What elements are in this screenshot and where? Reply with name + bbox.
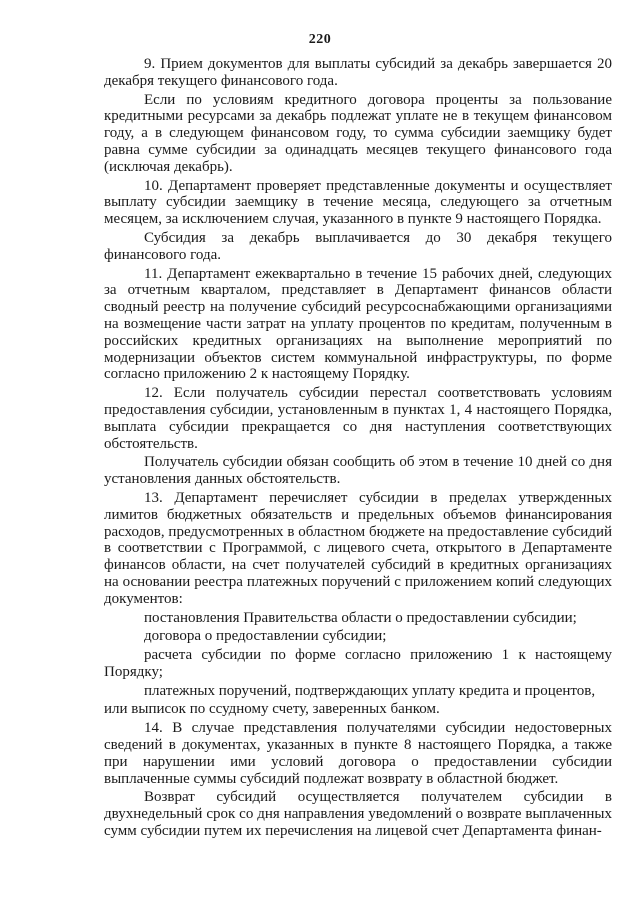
paragraph-notification: Получатель субсидии обязан сообщить об этом в течение 10 дней со дня установления данных обстоятельств. [104,454,612,488]
paragraph-interest-payment: Если по условиям кредитного договора проценты за пользование кредитными ресурсами за декабрь подлежат уплате не в текущем финансовом году, а в следующем финансовом году, то сумма субсидии заемщику будет равна сумме субсидии за одинадцать месяцев текущего финансового года (исключая декабрь). [104,91,612,175]
paragraph-item-9: 9. Прием документов для выплаты субсидий за декабрь завершается 20 декабря текущего финансового года. [104,56,612,89]
page-number: 220 [308,32,332,47]
paragraph-december-payment: Субсидия за декабрь выплачивается до 30 декабря текущего финансового года. [104,229,612,263]
list-item-bank-statements: или выписок по ссудному счету, заверенных банком. [104,701,440,718]
paragraph-item-11: 11. Департамент ежеквартально в течение 15 рабочих дней, следующих за отчетным кварталом, представляет в Департамент финансов области сводный реестр на получение субсидий ресурсоснабжающими организациями на возмещение части затрат на уплату процентов по кредитам, полученным в российских кредитных организациях на выполнение мероприятий по модернизации объектов систем коммунальной инфраструктуры, по форме согласно приложению 2 к настоящему Порядку. [104,265,612,383]
document-body [104,56,612,842]
list-item-resolution: постановления Правительства области о предоставлении субсидии; [144,609,577,626]
list-item-agreement: договора о предоставлении субсидии; [144,628,387,645]
list-item-calculation: расчета субсидии по форме согласно приложению 1 к настоящему Порядку; [104,647,612,680]
list-item-payment-orders: платежных поручений, подтверждающих уплату кредита и процентов, [144,682,596,699]
paragraph-item-13: 13. Департамент перечисляет субсидии в пределах утвержденных лимитов бюджетных обязательств и предельных объемов финансирования расходов, предусмотренных в областном бюджете на предоставление субсидий в соответствии с Программой, с лицевого счета, открытого в Департаменте финансов области, на счет получателей субсидий в кредитных организациях на основании реестра платежных поручений с приложением копий следующих документов: [104,489,612,607]
paragraph-item-10: 10. Департамент проверяет представленные документы и осуществляет выплату субсидии заемщику в течение месяца, следующего за отчетным месяцем, за исключением случая, указанного в пункте 9 настоящего Порядка. [104,177,612,228]
paragraph-refund: Возврат субсидий осуществляется получателем субсидии в двухнедельный срок со дня направления уведомлений о возврате выплаченных сумм субсидии путем их перечисления на лицевой счет Департамента финан- [104,789,612,840]
paragraph-item-12: 12. Если получатель субсидии перестал соответствовать условиям предоставления субсидии, установленным в пунктах 1, 4 настоящего Порядка, выплата субсидии прекращается со дня наступления соответствующих обстоятельств. [104,385,612,452]
paragraph-item-14: 14. В случае представления получателями субсидии недостоверных сведений в документах, указанных в пункте 8 настоящего Порядка, а также при нарушении ими условий договора о предоставлении субсидии выплаченные суммы субсидий подлежат возврату в областной бюджет. [104,720,612,787]
